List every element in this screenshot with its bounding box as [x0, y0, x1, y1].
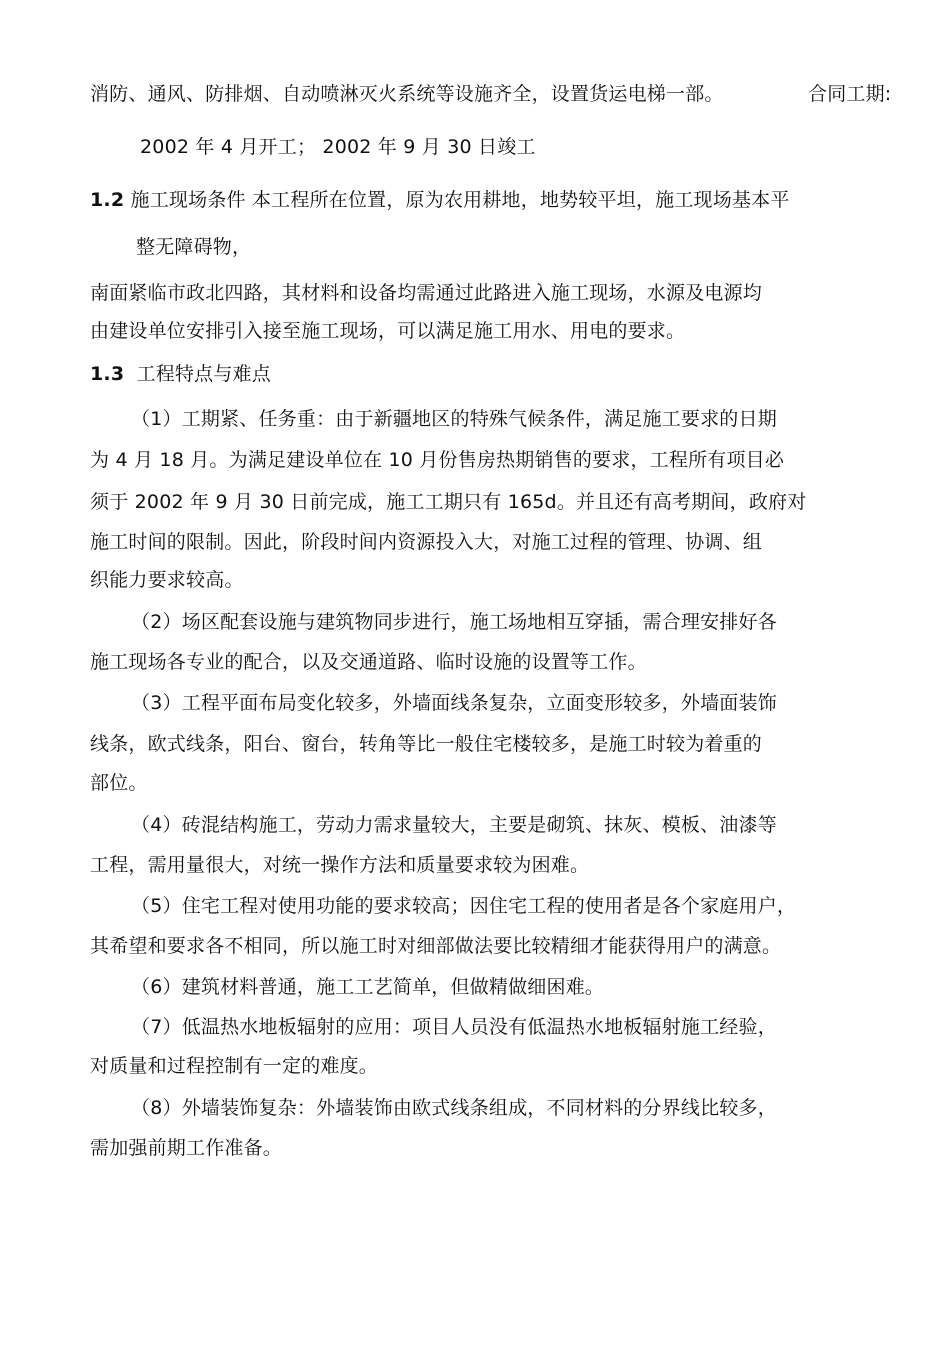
section-1-2-heading [90, 187, 790, 213]
list-item-line: （3）工程平面布局变化较多，外墙面线条复杂，立面变形较多，外墙面装饰 [131, 692, 777, 714]
list-item-line: （1）工期紧、任务重：由于新疆地区的特殊气候条件，满足施工要求的日期 [131, 408, 777, 430]
list-item-line: （5）住宅工程对使用功能的要求较高；因住宅工程的使用者是各个家庭用户， [131, 895, 797, 917]
list-item-line: 施工现场各专业的配合，以及交通道路、临时设施的设置等工作。 [90, 651, 647, 673]
list-item-line: 工程，需用量很大，对统一操作方法和质量要求较为困难。 [90, 854, 590, 876]
list-item-line: （4）砖混结构施工，劳动力需求量较大，主要是砌筑、抹灰、模板、油漆等 [131, 814, 777, 836]
list-item-line: 为 4 月 18 月。为满足建设单位在 10 月份售房热期销售的要求，工程所有项目必 [90, 449, 785, 471]
list-item-line: 需加强前期工作准备。 [90, 1137, 283, 1159]
list-item-line: （6）建筑材料普通，施工工艺简单，但做精做细困难。 [131, 976, 605, 998]
section-number: 1.2 [90, 189, 125, 211]
list-item-line: 施工时间的限制。因此，阶段时间内资源投入大，对施工过程的管理、协调、组 [90, 531, 763, 553]
list-item-line: 其希望和要求各不相同，所以施工时对细部做法要比较精细才能获得用户的满意。 [90, 935, 782, 957]
list-item-line: （2）场区配套设施与建筑物同步进行，施工场地相互穿插，需合理安排好各 [131, 611, 777, 633]
section-title: 工程特点与难点 [136, 363, 271, 385]
contract-dates: 2002 年 4 月开工； 2002 年 9 月 30 日竣工 [140, 136, 536, 158]
intro-line-1 [90, 81, 724, 107]
list-item-line: （7）低温热水地板辐射的应用：项目人员没有低温热水地板辐射施工经验， [131, 1016, 777, 1038]
list-item-line: 部位。 [90, 772, 148, 794]
list-item-line: 线条，欧式线条，阳台、窗台，转角等比一般住宅楼较多，是施工时较为着重的 [90, 733, 763, 755]
intro-text: 消防、通风、防排烟、自动喷淋灭火系统等设施齐全，设置货运电梯一部。 [90, 83, 724, 105]
list-item-line: 织能力要求较高。 [90, 569, 244, 591]
section-number: 1.3 [90, 363, 125, 385]
list-item-line: （8）外墙装饰复杂：外墙装饰由欧式线条组成，不同材料的分界线比较多， [131, 1097, 777, 1119]
paragraph-line: 由建设单位安排引入接至施工现场，可以满足施工用水、用电的要求。 [90, 320, 686, 342]
list-item-line: 对质量和过程控制有一定的难度。 [90, 1055, 379, 1077]
paragraph-line: 南面紧临市政北四路，其材料和设备均需通过此路进入施工现场，水源及电源均 [90, 282, 763, 304]
list-item-line: 须于 2002 年 9 月 30 日前完成，施工工期只有 165d。并且还有高考期间，政府对 [90, 491, 807, 513]
section-text: 施工现场条件 本工程所在位置，原为农用耕地，地势较平坦，施工现场基本平 [130, 189, 790, 211]
section-1-3-heading [90, 361, 271, 387]
paragraph-line: 整无障碍物， [136, 236, 252, 258]
contract-period-label: 合同工期: [808, 83, 892, 105]
